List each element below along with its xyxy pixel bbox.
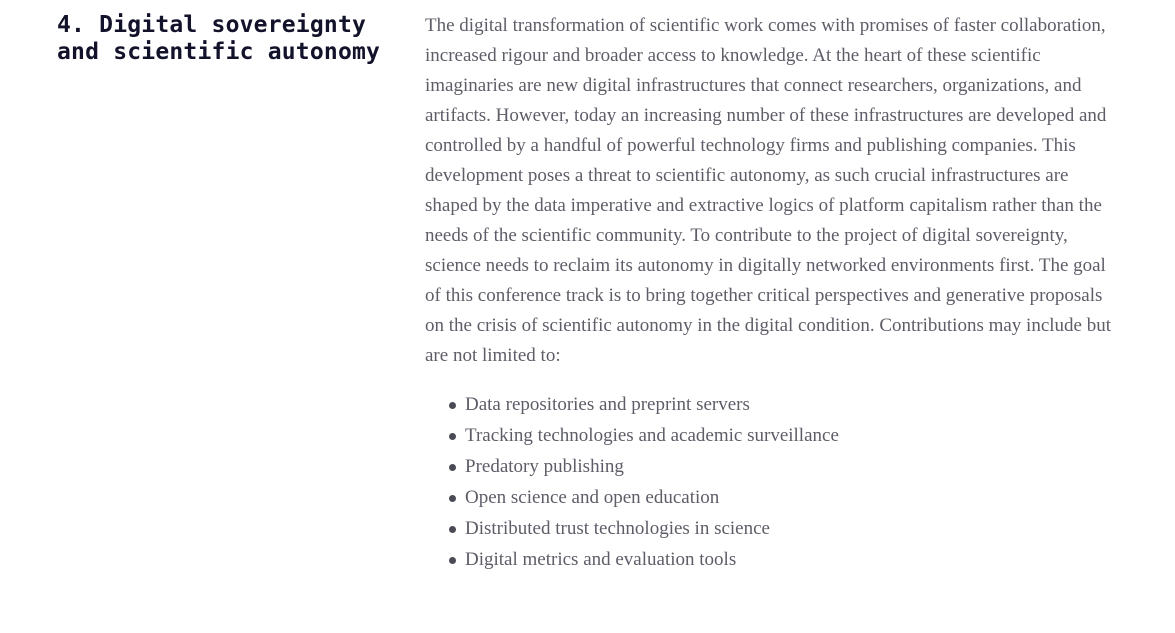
list-item bbox=[425, 544, 1125, 575]
bullet-icon bbox=[449, 495, 456, 502]
section-heading: 4. Digital sovereignty and scientific autonomy bbox=[57, 12, 381, 65]
bullet-icon bbox=[449, 433, 456, 440]
list-item bbox=[425, 389, 1125, 420]
list-item bbox=[425, 451, 1125, 482]
topic-list bbox=[425, 389, 1125, 575]
topic-label: Digital metrics and evaluation tools bbox=[465, 549, 737, 570]
topic-label: Data repositories and preprint servers bbox=[465, 394, 750, 415]
topic-label: Tracking technologies and academic surveillance bbox=[465, 425, 839, 446]
bullet-icon bbox=[449, 526, 456, 533]
topic-label: Open science and open education bbox=[465, 487, 720, 508]
bullet-icon bbox=[449, 557, 456, 564]
section-body bbox=[425, 11, 1125, 575]
bullet-icon bbox=[449, 464, 456, 471]
list-item bbox=[425, 482, 1125, 513]
topic-label: Distributed trust technologies in science bbox=[465, 518, 770, 539]
track-description: The digital transformation of scientific work comes with promises of faster collaboration, increased rigour and broader access to knowledge. At the heart of these scientific imaginaries are new digital infrastructures that connect researchers, organizations, and artifacts. However, today an increasing number of these infrastructures are developed and controlled by a handful of powerful technology firms and publishing companies. This development poses a threat to scientific autonomy, as such crucial infrastructures are shaped by the data imperative and extractive logics of platform capitalism rather than the needs of the scientific community. To contribute to the project of digital sovereignty, science needs to reclaim its autonomy in digitally networked environments first. The goal of this conference track is to bring together critical perspectives and generative proposals on the crisis of scientific autonomy in the digital condition. Contributions may include but are not limited to: bbox=[425, 15, 1112, 366]
bullet-icon bbox=[449, 402, 456, 409]
topic-label: Predatory publishing bbox=[465, 456, 624, 477]
list-item bbox=[425, 420, 1125, 451]
list-item bbox=[425, 513, 1125, 544]
